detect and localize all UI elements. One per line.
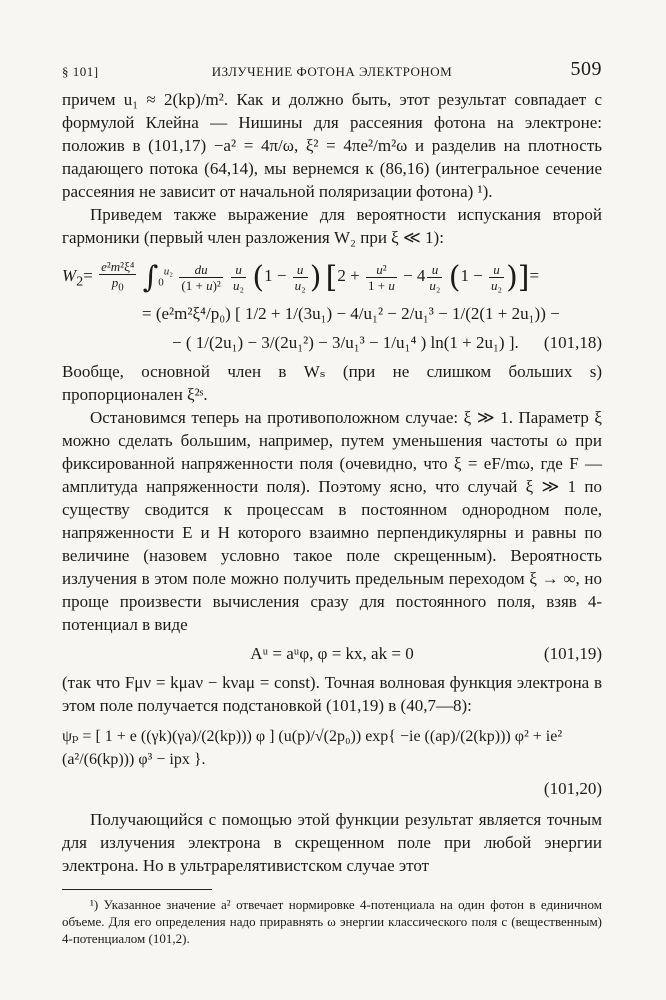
paragraph-2: Приведем также выражение для вероятности испускания второй гармоники (первый член разложения W₂ при ξ ≪ 1): xyxy=(62,205,602,247)
equation-number: (101,20) xyxy=(543,778,602,798)
equation-w2-integral: $W_2=$ $\frac{\text{e²m²ξ⁴}}{p_0}$ $\int_0^{u_2}$ $\frac{du}{\text{(1 + u)²}}$ $\frac{u}{\text{u₂}}$ (1 − $\frac{u}{\text{u₂}}$ ) [2 + $\frac{\text{u²}}{1 + u}$ − 4 $\frac{u}{\text{u₂}}$ (1 − $\frac{u}{\text{u₂}}$ )]= xyxy=(62,259,540,295)
equation-101-18-body: − ( 1/(2u₁) − 3/(2u₁²) − 3/u₁³ − 1/u₁⁴ ) ln(1 + 2u₁) ]. xyxy=(172,332,519,352)
equation-101-20: ψₚ = [ 1 + e ((γk)(γa)/(2(kp))) φ ] (u(p)/√(2p₀)) exp{ −ie ((ap)/(2(kp))) φ² + ie² (a²/(6(kp))) φ³ − ipx }. xyxy=(62,727,563,768)
paragraph-5: (так что Fμν = kμaν − kνaμ = const). Точная волновая функция электрона в этом поле получается подстановкой (101,19) в (40,7—8): xyxy=(62,672,602,715)
equation-101-18-line-2 xyxy=(62,331,602,354)
equation-number: (101,19) xyxy=(543,643,602,663)
equation-101-19-body: Aᵘ = aᵘφ, φ = kx, ak = 0 xyxy=(250,643,414,663)
page-number: 509 xyxy=(570,58,602,80)
paragraph-4: Остановимся теперь на противоположном случае: ξ ≫ 1. Параметр ξ можно сделать большим, например, путем уменьшения частоты ω при фиксированной напряженности поля (очевидно, что ξ = eF/mω, где F — амплитуда напряженности поля). Поэтому ясно, что случай ξ ≫ 1 по существу сводится к процессам в постоянном однородном поле, напряженности E и H которого взаимно перпендикулярны и равны по величине (назовем условно такое поле скрещенным). Вероятность излучения в этом поле можно получить предельным переходом ξ → ∞, но проще произвести вычисления сразу для постоянного поля, взяв 4-потенциал в виде xyxy=(62,407,602,634)
section-ref: § 101] xyxy=(62,64,99,79)
paragraph-3: Вообще, основной член в Wₛ (при не слишком больших s) пропорционален ξ²ˢ. xyxy=(62,361,602,404)
running-title: ИЗЛУЧЕНИЕ ФОТОНА ЭЛЕКТРОНОМ xyxy=(211,64,453,79)
equation-101-18-line-1: = (e²m²ξ⁴/p₀) [ 1/2 + 1/(3u₁) − 4/u₁² − 2/u₁³ − 1/(2(1 + 2u₁)) − xyxy=(142,303,560,323)
footnote: ¹) Указанное значение a² отвечает нормировке 4-потенциала на один фотон в единичном объеме. Для его определения надо приравнять ω энергии классического поля с (вещественным) 4-потенциалом (101,2). xyxy=(62,896,602,946)
equation-number: (101,18) xyxy=(543,332,602,352)
footnote-rule xyxy=(62,889,212,890)
paragraph-6: Получающийся с помощью этой функции результат является точным для излучения электрона в скрещенном поле при любой энергии электрона. Но в ультрарелятивистском случае этот xyxy=(62,809,602,875)
paragraph-1: причем u₁ ≈ 2(kp)/m². Как и должно быть, этот результат совпадает с формулой Клейна — Нишины для рассеяния фотона на электроне: положив в (101,17) −a² = 4π/ω, ξ² = 4πe²/m²ω и разделив на плотность падающего потока (64,14), мы вернемся к (86,16) (интегральное сечение рассеяния не зависит от начальной поляризации фотона) ¹). xyxy=(62,90,602,201)
running-header xyxy=(62,58,602,88)
equation-101-19 xyxy=(62,642,602,665)
page xyxy=(62,58,602,947)
